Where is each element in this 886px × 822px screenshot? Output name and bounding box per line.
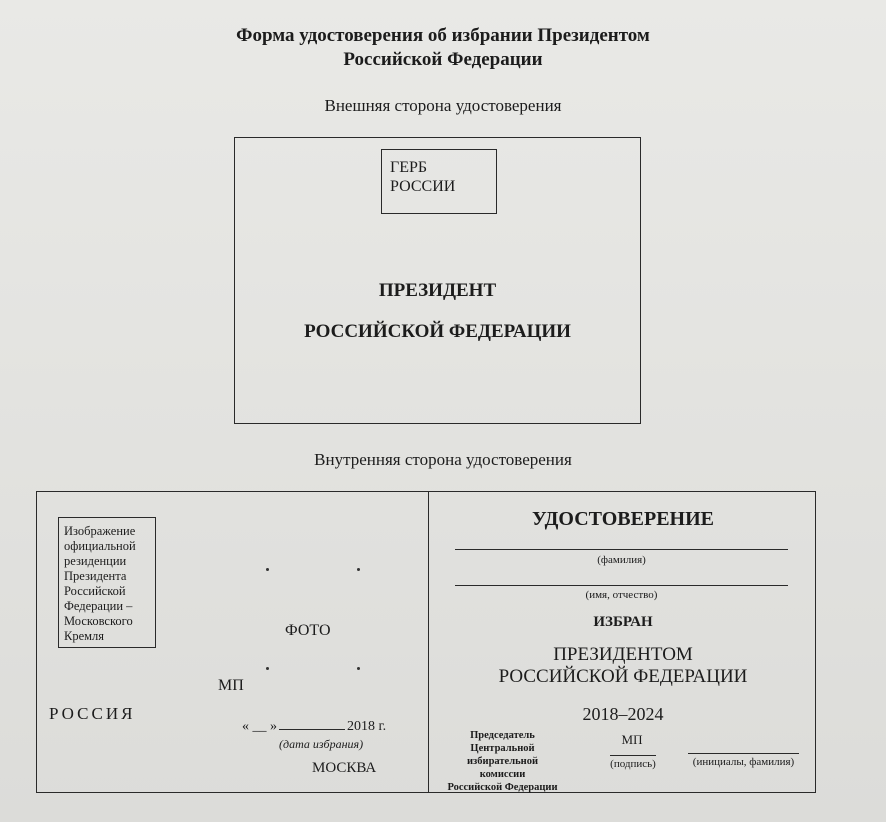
residence-line: Изображение [64,524,136,538]
outer-title-line-2: РОССИЙСКОЙ ФЕДЕРАЦИИ [304,321,571,342]
residence-line: резиденции [64,554,127,568]
name-line [455,585,788,586]
initials-line [688,753,799,754]
date-month-blank [279,729,345,730]
inner-side-caption: Внутренняя сторона удостоверения [314,450,572,469]
photo-corner-mark [266,667,269,670]
signature-line [610,755,656,756]
surname-line [455,549,788,550]
residence-image-placeholder [58,517,156,648]
chairman-block [435,729,570,794]
outer-title-line-1: ПРЕЗИДЕНТ [378,280,497,301]
photo-corner-mark [357,667,360,670]
right-stamp-label: МП [621,732,643,747]
signature-caption: (подпись) [610,758,656,770]
election-date [242,719,386,735]
position-title [429,644,817,688]
date-day: « __ » [242,719,277,734]
position-line-2: РОССИЙСКОЙ ФЕДЕРАЦИИ [498,666,748,687]
term-label: 2018–2024 [582,704,664,724]
residence-line: Российской [64,584,126,598]
chairman-line: комиссии [479,769,526,780]
title-line-1: Форма удостоверения об избрании Президентом [236,25,650,46]
elected-label: ИЗБРАН [593,614,653,630]
document-title [0,24,886,72]
residence-line: Кремля [64,629,105,643]
emblem-placeholder [381,149,497,214]
chairman-line: Председатель [470,730,535,741]
center-divider [428,492,429,792]
residence-line: официальной [64,539,136,553]
position-line-1: ПРЕЗИДЕНТОМ [553,644,693,665]
outer-side-card [234,137,641,424]
inner-side-card [36,491,816,793]
photo-corner-mark [357,568,360,571]
chairman-line: Центральной избирательной [467,743,538,767]
emblem-line-2: РОССИИ [390,178,456,195]
initials-caption: (инициалы, фамилия) [692,756,795,768]
photo-corner-mark [266,568,269,571]
date-caption: (дата избрания) [279,737,364,751]
city-label: МОСКВА [312,760,377,776]
name-caption: (имя, отчество) [585,589,658,601]
stamp-label: МП [218,677,244,694]
residence-line: Московского [64,614,133,628]
country-label: РОССИЯ [49,704,136,723]
residence-line: Федерации – [64,599,133,613]
photo-label: ФОТО [285,622,331,639]
surname-caption: (фамилия) [597,554,646,566]
emblem-line-1: ГЕРБ [390,159,428,176]
title-line-2: Российской Федерации [343,49,543,70]
date-year: 2018 г. [347,719,387,734]
residence-line: Президента [64,569,127,583]
chairman-line: Российской Федерации [447,782,558,793]
outer-side-caption: Внешняя сторона удостоверения [324,96,562,115]
certificate-heading: УДОСТОВЕРЕНИЕ [532,508,714,530]
